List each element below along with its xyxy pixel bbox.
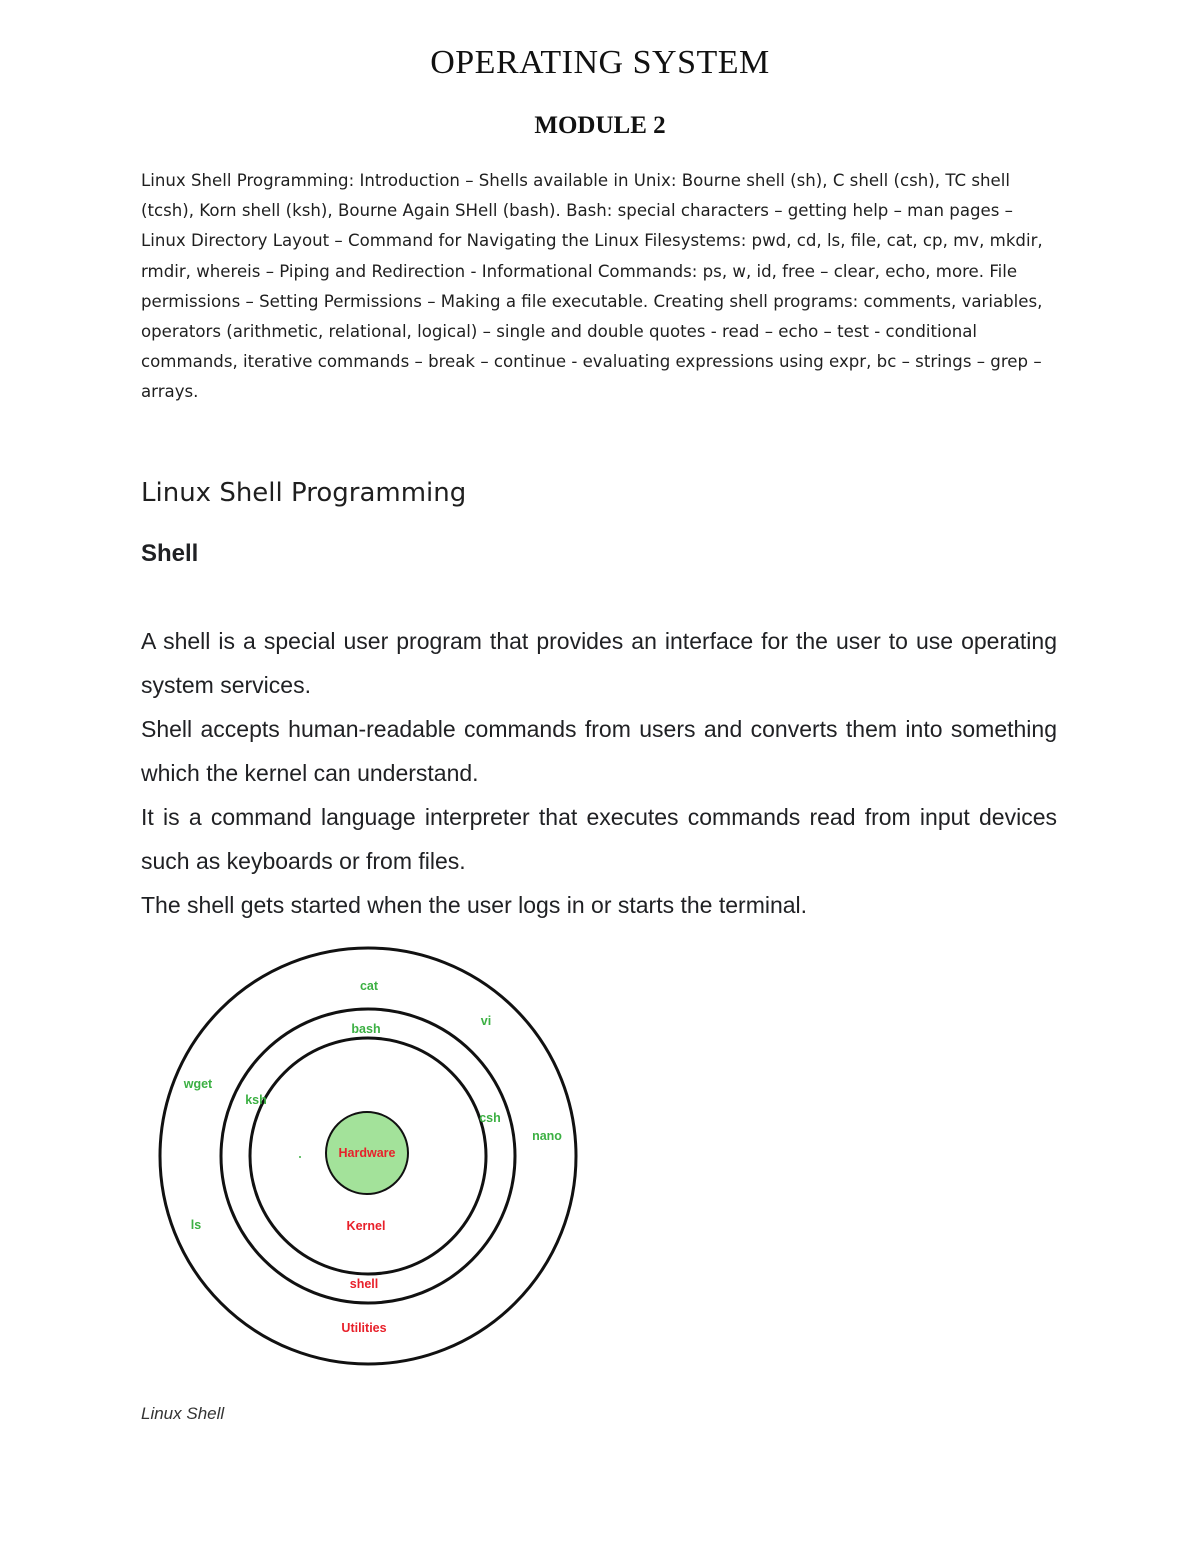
shell-name-csh: csh — [479, 1111, 501, 1125]
hardware-label: Hardware — [338, 1146, 396, 1160]
linux-shell-diagram — [150, 940, 590, 1370]
module-title: MODULE 2 — [534, 112, 666, 139]
shell-ring-label: shell — [349, 1277, 379, 1291]
paragraph-definition: A shell is a special user program that provides an interface for the user to use operating system services. — [141, 628, 1057, 698]
stray-dot — [299, 1156, 301, 1158]
shell-name-ksh: ksh — [245, 1093, 267, 1107]
paragraph-startup: The shell gets started when the user logs in or starts the terminal. — [141, 892, 808, 918]
shell-subheading: Shell — [141, 540, 199, 567]
paragraph-commands: Shell accepts human-readable commands from users and converts them into something which the kernel can understand. — [141, 716, 1057, 786]
paragraph-interpreter: It is a command language interpreter that executes commands read from input devices such as keyboards or from files. — [141, 804, 1057, 874]
utility-name-nano: nano — [532, 1129, 562, 1143]
syllabus-paragraph: Linux Shell Programming: Introduction – Shells available in Unix: Bourne shell (sh), C shell (csh), TC shell (tcsh), Korn shell (ksh), Bourne Again SHell (bash). Bash: special characters – getting help – man pages – Linux Directory Layout – Command for Navigating the Linux Filesystems: pwd, cd, ls, file, cat, cp, mv, mkdir, rmdir, whereis – Piping and Redirection - Informational Commands: ps, w, id, free – clear, echo, more. File permissions – Setting Permissions – Making a file executable. Creating shell programs: comments, variables, operators (arithmetic, relational, logical) – single and double quotes - read – echo – test - conditional commands, iterative commands – break – continue - evaluating expressions using expr, bc – strings – grep – arrays. — [141, 171, 1043, 402]
shell-name-bash: bash — [351, 1022, 381, 1036]
kernel-label: Kernel — [346, 1219, 386, 1233]
utility-name-vi: vi — [480, 1014, 492, 1028]
utility-name-ls: ls — [190, 1218, 202, 1232]
document-title: OPERATING SYSTEM — [430, 44, 770, 81]
figure-caption: Linux Shell — [141, 1404, 225, 1423]
utility-name-wget: wget — [183, 1077, 213, 1091]
shell-description — [141, 619, 1057, 927]
utilities-label: Utilities — [341, 1321, 387, 1335]
utility-name-cat: cat — [359, 979, 379, 993]
section-heading: Linux Shell Programming — [141, 478, 467, 508]
